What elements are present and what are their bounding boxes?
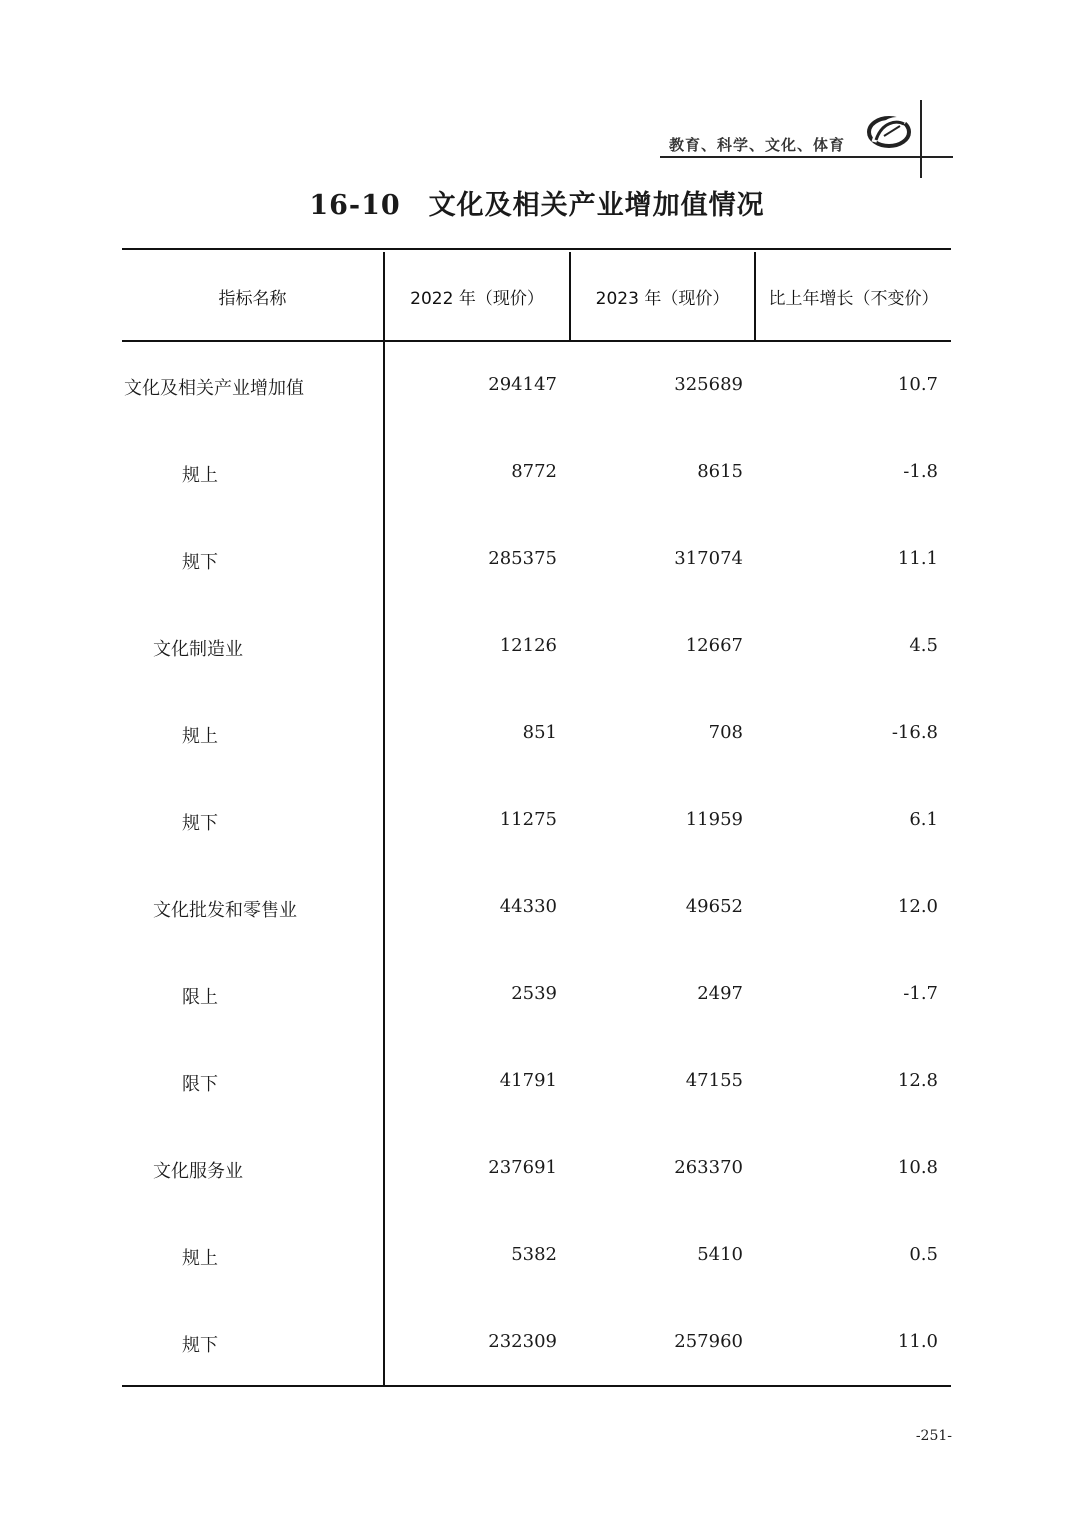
value-growth: 11.1 xyxy=(897,548,938,569)
value-2022: 12126 xyxy=(499,635,557,656)
value-2022: 2539 xyxy=(511,983,557,1004)
value-2023: 47155 xyxy=(685,1070,743,1091)
table-top-rule xyxy=(122,248,951,250)
row-indicator-name: 规上 xyxy=(182,726,218,747)
value-2023: 325689 xyxy=(674,374,743,395)
row-indicator-name: 规下 xyxy=(182,813,218,834)
value-2023: 8615 xyxy=(697,461,743,482)
value-2023: 49652 xyxy=(685,896,743,917)
value-2022: 44330 xyxy=(499,896,557,917)
row-indicator-name: 文化服务业 xyxy=(153,1161,243,1182)
value-2023: 2497 xyxy=(697,983,743,1004)
table-row xyxy=(122,896,951,926)
section-label: 教育、科学、文化、体育 xyxy=(669,136,846,154)
row-indicator-name: 规下 xyxy=(182,552,218,573)
table-row xyxy=(122,809,951,839)
value-2023: 5410 xyxy=(697,1244,743,1265)
row-indicator-name: 文化及相关产业增加值 xyxy=(124,378,304,399)
value-2023: 12667 xyxy=(685,635,743,656)
row-indicator-name: 限下 xyxy=(182,1074,218,1095)
running-header xyxy=(660,100,955,180)
column-header-2022: 2022 年（现价） xyxy=(410,289,544,309)
value-growth: -16.8 xyxy=(891,722,938,743)
value-growth: 12.8 xyxy=(897,1070,938,1091)
row-indicator-name: 规上 xyxy=(182,465,218,486)
value-growth: 12.0 xyxy=(897,896,938,917)
column-header-growth: 比上年增长（不变价） xyxy=(768,289,939,309)
row-indicator-name: 文化批发和零售业 xyxy=(153,900,297,921)
column-header-indicator: 指标名称 xyxy=(218,289,287,309)
value-2022: 237691 xyxy=(488,1157,557,1178)
value-growth: 11.0 xyxy=(897,1331,938,1352)
value-2022: 851 xyxy=(522,722,557,743)
value-growth: -1.8 xyxy=(903,461,938,482)
value-2022: 11275 xyxy=(499,809,557,830)
row-indicator-name: 文化制造业 xyxy=(153,639,243,660)
value-2022: 8772 xyxy=(511,461,557,482)
table-row xyxy=(122,548,951,578)
value-2022: 5382 xyxy=(511,1244,557,1265)
table-title xyxy=(0,183,1074,222)
statistics-logo-icon xyxy=(866,112,912,152)
table-row xyxy=(122,1070,951,1100)
table-header-rule xyxy=(122,340,951,342)
column-header-2023: 2023 年（现价） xyxy=(595,289,730,309)
table-number: 16-10 xyxy=(309,190,401,221)
value-growth: 10.8 xyxy=(897,1157,938,1178)
value-2023: 708 xyxy=(708,722,743,743)
row-indicator-name: 限上 xyxy=(182,987,218,1008)
value-2023: 317074 xyxy=(674,548,743,569)
value-growth: -1.7 xyxy=(903,983,938,1004)
table-row xyxy=(122,461,951,491)
table-bottom-rule xyxy=(122,1385,951,1387)
page-number: -251- xyxy=(915,1428,952,1444)
table-row xyxy=(122,1157,951,1187)
value-2022: 294147 xyxy=(488,374,557,395)
value-2023: 263370 xyxy=(674,1157,743,1178)
table-row xyxy=(122,1331,951,1361)
value-2023: 257960 xyxy=(674,1331,743,1352)
value-2022: 232309 xyxy=(488,1331,557,1352)
row-indicator-name: 规下 xyxy=(182,1335,218,1356)
value-2023: 11959 xyxy=(685,809,743,830)
table-row xyxy=(122,1244,951,1274)
table-row xyxy=(122,983,951,1013)
value-growth: 6.1 xyxy=(909,809,938,830)
value-growth: 4.5 xyxy=(909,635,938,656)
value-2022: 285375 xyxy=(488,548,557,569)
header-vertical-rule xyxy=(920,100,922,178)
table-row xyxy=(122,635,951,665)
value-2022: 41791 xyxy=(499,1070,557,1091)
table-title-text: 文化及相关产业增加值情况 xyxy=(428,190,765,221)
value-growth: 0.5 xyxy=(909,1244,938,1265)
value-growth: 10.7 xyxy=(897,374,938,395)
table-row xyxy=(122,374,951,404)
table-row xyxy=(122,722,951,752)
row-indicator-name: 规上 xyxy=(182,1248,218,1269)
header-rule xyxy=(660,156,953,158)
